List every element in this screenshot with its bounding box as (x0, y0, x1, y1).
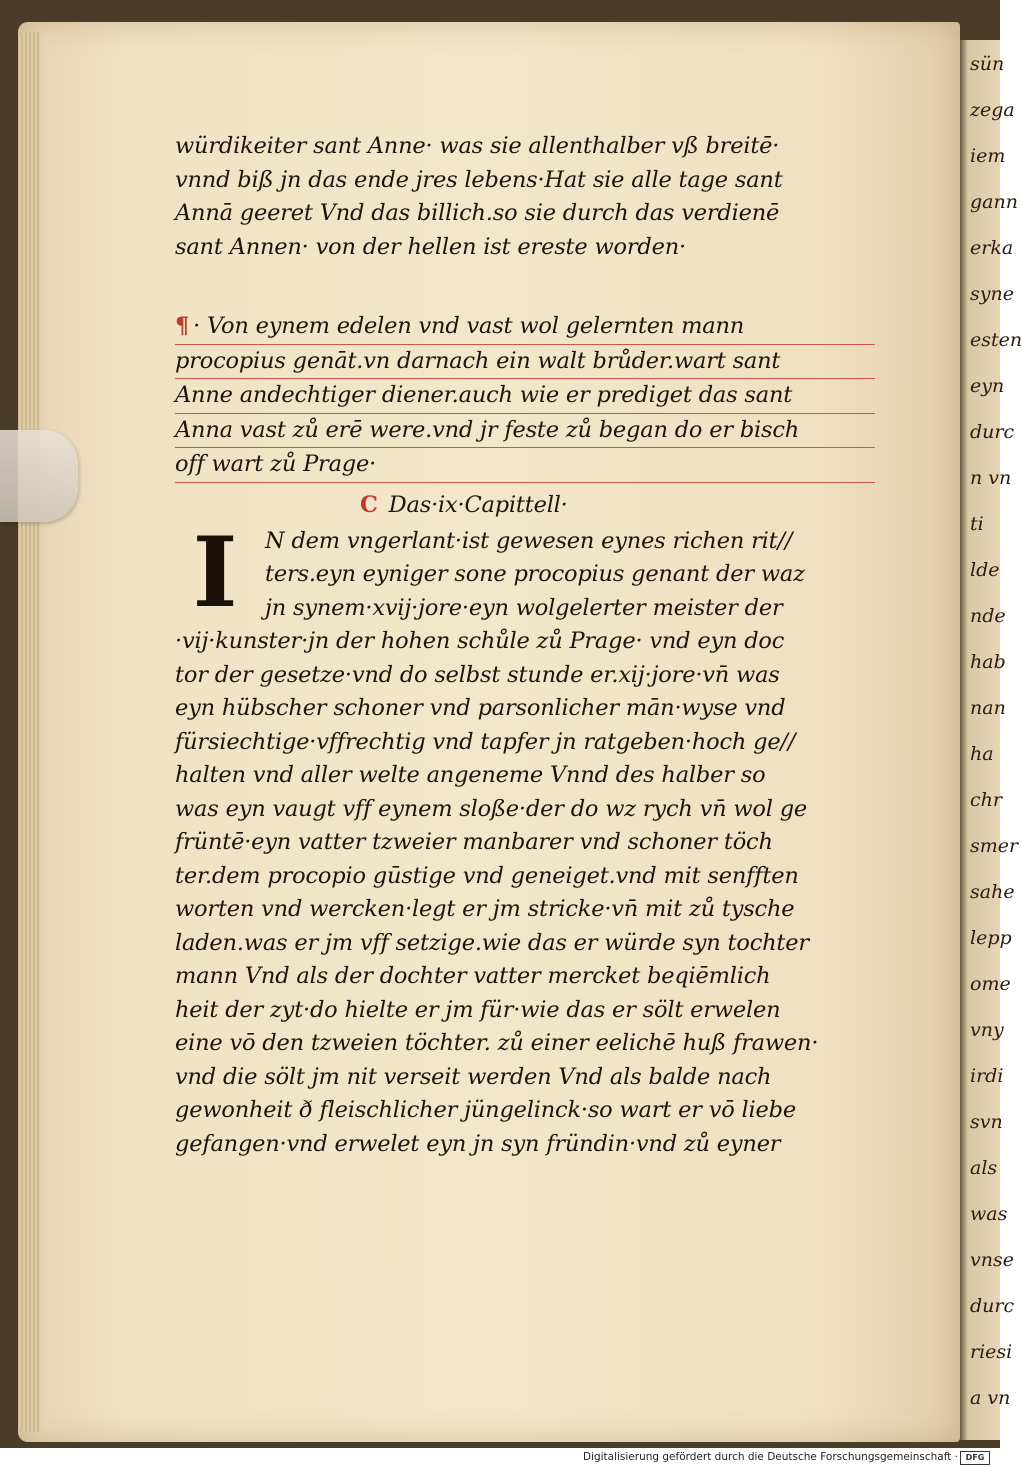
body-line-18: gewonheit ð fleischlicher jüngelinck·so wart er vō liebe (175, 1097, 796, 1123)
body-line-14: mann Vnd als der dochter vatter mercket beqiēmlich (175, 963, 771, 989)
body-line-5: tor der gesetze·vnd do selbst stunde er.xij·jore·vn̄ was (175, 661, 780, 688)
chapter-title: Das·ix·Capittell· (388, 491, 568, 518)
funding-credit: Digitalisierung gefördert durch die Deutsche Forschungsgemeinschaft · (582, 1451, 958, 1463)
adjacent-page-fragment: nde (970, 605, 1006, 627)
adjacent-page-fragment: vny (970, 1019, 1004, 1041)
adjacent-page-fragment: sahe (970, 881, 1015, 903)
adjacent-page-fragment: smer (970, 835, 1019, 857)
body-line-16: eine vō den tzweien töchter. zů einer eelichē huß frawen· (175, 1030, 819, 1056)
adjacent-page-fragment: durc (970, 421, 1015, 443)
adjacent-page-fragment: nan (970, 697, 1006, 719)
top-paragraph (175, 130, 875, 264)
body-line-1: N dem vngerlant·ist gewesen eynes richen rit// (265, 527, 793, 554)
adjacent-page-fragment: n vn (970, 467, 1012, 489)
body-line-3: jn synem·xvij·jore·eyn wolgelerter meister der (265, 594, 783, 621)
body-line-19: gefangen·vnd erwelet eyn jn syn fründin·vnd zů eyner (175, 1130, 781, 1157)
decorated-initial: I (192, 515, 238, 629)
adjacent-page-fragment: hab (970, 651, 1006, 673)
adjacent-page-fragment: eyn (970, 375, 1005, 397)
body-line-8: halten vnd aller welte angeneme Vnnd des halber so (175, 762, 766, 788)
footer-bar (0, 1448, 1000, 1467)
chapter-title-line (175, 487, 875, 523)
adjacent-page-fragment: als (970, 1157, 998, 1179)
adjacent-page-fragment: riesi (970, 1341, 1013, 1363)
paragraph-mark: ¶ (175, 313, 190, 339)
heading-line-5: off wart zů Prage· (175, 448, 875, 483)
adjacent-page-fragment: syne (970, 283, 1014, 305)
page-text (175, 130, 875, 1161)
body-line-15: heit der zyt·do hielte er jm für·wie das er sölt erwelen (175, 996, 781, 1023)
adjacent-page-fragment: zega (970, 99, 1015, 121)
body-line-6: eyn hübscher schoner vnd parsonlicher mān·wyse vnd (175, 695, 786, 721)
dfg-logo: DFG (960, 1451, 990, 1465)
adjacent-page-fragment: was (970, 1203, 1008, 1225)
adjacent-page-fragment: chr (970, 789, 1002, 811)
adjacent-page-fragment: ti (970, 513, 984, 535)
body-paragraph (175, 515, 875, 1162)
text-line-3: Annā geeret Vnd das billich.so sie durch das verdienē (175, 200, 780, 226)
body-line-12: worten vnd wercken·legt er jm stricke·vn̄ mit zů tysche (175, 896, 795, 922)
adjacent-page-fragment: lde (970, 559, 1000, 581)
body-line-13: laden.was er jm vff setzige.wie das er würde syn tochter (175, 929, 809, 956)
body-line-9: was eyn vaugt vff eynem sloße·der do wz rych vn̄ wol ge (175, 795, 808, 822)
adjacent-page-fragment: iem (970, 145, 1006, 167)
heading-line-text: · Von eynem edelen vnd vast wol gelernten mann (193, 313, 745, 339)
chapter-rubric-mark: C (360, 491, 378, 518)
adjacent-page-fragment: ome (970, 973, 1011, 995)
adjacent-page-fragment: irdi (970, 1065, 1004, 1087)
heading-line-1 (175, 310, 875, 345)
body-line-4: ·vij·kunster·jn der hohen schůle zů Prage· vnd eyn doc (175, 628, 785, 654)
adjacent-page-fragment: sün (970, 53, 1005, 75)
adjacent-page-fragment: durc (970, 1295, 1015, 1317)
chapter-heading (175, 310, 875, 483)
adjacent-page-fragment: svn (970, 1111, 1003, 1133)
adjacent-page-fragment: esten (970, 329, 1022, 351)
adjacent-page-fragment: a vn (970, 1387, 1011, 1409)
heading-line-3: Anne andechtiger diener.auch wie er prediget das sant (175, 379, 875, 414)
adjacent-page-fragment: lepp (970, 927, 1012, 949)
adjacent-page-fragment: ha (970, 743, 994, 765)
heading-line-4: Anna vast zů erē were.vnd jr feste zů began do er bisch (175, 414, 875, 449)
adjacent-page-fragment: gann (970, 191, 1018, 213)
body-line-17: vnd die sölt jm nit verseit werden Vnd als balde nach (175, 1063, 772, 1090)
text-line-2: vnnd biß jn das ende jres lebens·Hat sie alle tage sant (175, 166, 783, 193)
body-line-11: ter.dem procopio gūstige vnd geneiget.vnd mit senfften (175, 862, 799, 889)
body-line-2: ters.eyn eyniger sone procopius genant der waz (265, 561, 805, 587)
body-line-10: früntē·eyn vatter tzweier manbarer vnd schoner töch (175, 829, 773, 855)
adjacent-page (960, 40, 1022, 1440)
adjacent-page-fragment: erka (970, 237, 1014, 259)
page-clip (0, 430, 78, 522)
page-edges (18, 32, 40, 1432)
heading-line-2: procopius genāt.vn darnach ein walt brůder.wart sant (175, 345, 875, 380)
text-line-1: würdikeiter sant Anne· was sie allenthalber vß breitē· (175, 133, 780, 159)
text-line-4: sant Annen· von der hellen ist ereste worden· (175, 233, 686, 260)
body-line-7: fürsiechtige·vffrechtig vnd tapfer jn ratgeben·hoch ge// (175, 728, 796, 755)
adjacent-page-fragment: vnse (970, 1249, 1014, 1271)
